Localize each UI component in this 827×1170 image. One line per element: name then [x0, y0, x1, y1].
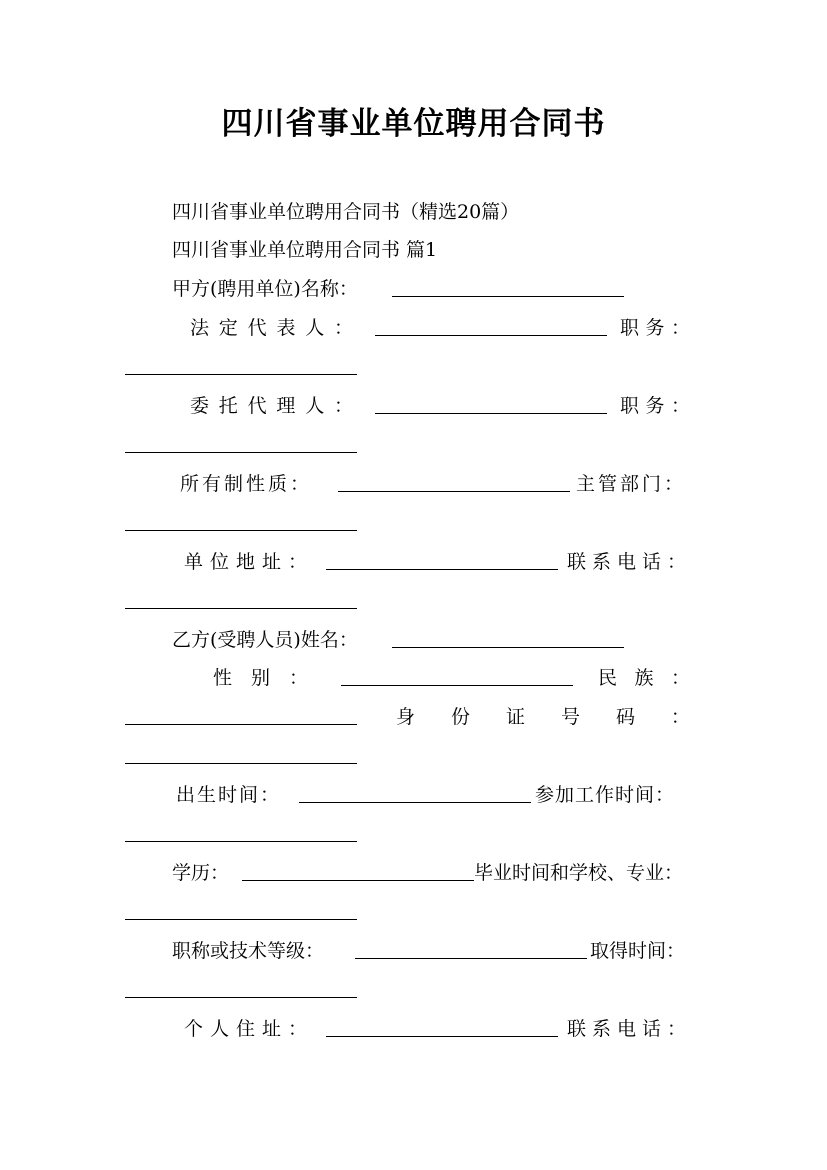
party-b-name-blank: [392, 647, 624, 648]
legal-rep-position-blank: [125, 374, 357, 375]
work-start-blank: [125, 841, 357, 842]
ethnicity-label: 民 族 ：: [598, 667, 690, 689]
gender-blank: [341, 685, 573, 686]
unit-phone-label: 联系电话：: [567, 551, 693, 573]
collection-heading: 四川省事业单位聘用合同书（精选20篇）: [172, 201, 520, 223]
obtained-blank: [125, 997, 357, 998]
document-title: 四川省事业单位聘用合同书: [221, 106, 606, 142]
party-b-name-label: 乙方(受聘人员)姓名：: [172, 629, 358, 651]
personal-phone-label: 联系电话：: [567, 1018, 693, 1040]
legal-rep-position-label: 职 务 ：: [620, 317, 690, 339]
id-number-blank: [125, 763, 357, 764]
education-blank: [242, 880, 474, 881]
gender-label: 性 别 ：: [213, 667, 308, 689]
id-number-label: 身 份 证 号 码 ：: [396, 706, 690, 728]
work-start-label: 参加工作时间：: [535, 784, 676, 806]
birth-label: 出生时间：: [176, 784, 282, 806]
residence-label: 个人住址：: [184, 1018, 315, 1040]
party-a-name-blank: [392, 296, 624, 297]
title-level-label: 职称或技术等级：: [172, 940, 325, 962]
graduation-label: 毕业时间和学校、专业：: [474, 862, 684, 884]
unit-address-blank: [326, 569, 558, 570]
agent-position-label: 职 务 ：: [620, 395, 690, 417]
agent-label: 委 托 代 理 人 ：: [190, 395, 353, 417]
unit-phone-blank: [125, 608, 357, 609]
agent-blank: [375, 413, 607, 414]
supervisor-label: 主管部门：: [576, 473, 687, 495]
residence-blank: [326, 1036, 558, 1037]
part-heading: 四川省事业单位聘用合同书 篇1: [172, 239, 438, 261]
title-level-blank: [355, 958, 587, 959]
graduation-blank: [125, 919, 357, 920]
supervisor-blank: [125, 530, 357, 531]
legal-rep-blank: [375, 335, 607, 336]
ethnicity-blank: [125, 724, 357, 725]
ownership-label: 所有制性质：: [180, 473, 313, 495]
obtained-label: 取得时间：: [590, 940, 686, 962]
agent-position-blank: [125, 452, 357, 453]
legal-rep-label: 法 定 代 表 人 ：: [190, 317, 353, 339]
party-a-name-label: 甲方(聘用单位)名称：: [172, 278, 358, 300]
ownership-blank: [338, 491, 570, 492]
birth-blank: [299, 802, 531, 803]
unit-address-label: 单位地址：: [184, 551, 315, 573]
education-label: 学历：: [172, 862, 230, 884]
